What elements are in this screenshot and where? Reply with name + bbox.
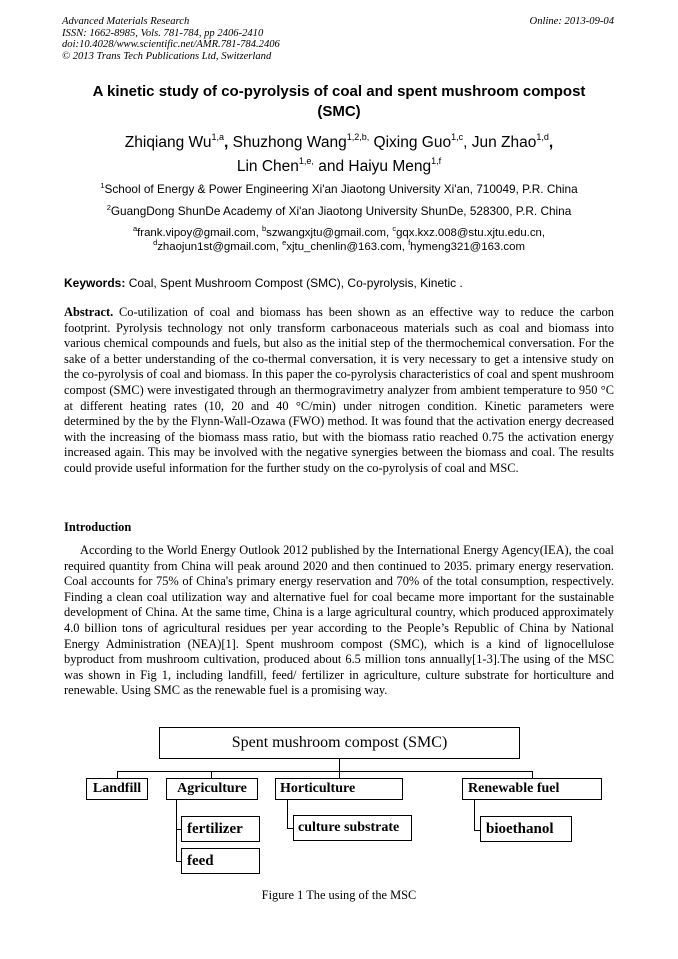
- online-date: Online: 2013-09-04: [529, 16, 614, 27]
- abstract-label: Abstract.: [64, 305, 114, 319]
- email-link[interactable]: gqx.kxz.008@stu.xjtu.edu.cn,: [396, 227, 546, 239]
- author-sup: 1,d: [536, 132, 549, 142]
- journal-header: [62, 16, 280, 62]
- author-sup: 1,c: [451, 132, 464, 142]
- author-sup: 1,e,: [298, 156, 314, 166]
- figure-caption: Figure 1 The using of the MSC: [261, 888, 417, 902]
- affiliation-2: [40, 204, 638, 218]
- category-box-horticulture: Horticulture: [275, 778, 403, 800]
- paper-title: [60, 82, 618, 122]
- doi-line: doi:10.4028/www.scientific.net/AMR.781-784.2406: [62, 39, 280, 50]
- email-list: [40, 226, 638, 254]
- category-box-landfill: Landfill: [86, 778, 148, 800]
- introduction-paragraph: According to the World Energy Outlook 2012 published by the International Energy Agency(IEA), the coal required quantity from China will peak around 2020 and then continued to 2035. primary energy reservation. Coal accounts for 75% of China's primary energy reservation and 70% of the total consumption, respectively. Finding a clean coal utilization way and alternative fuel for coal became more important for the sustainable development of China. At the same time, China is a large agricultural country, which produced approximately 4.0 billion tons of agricultural residues per year according to the People’s Republic of China by National Energy Administration (NEA)[1]. Spent mushroom compost (SMC), which is a kind of lignocellulose byproduct from mushroom cultivation, produced about 6.5 million tons annually[1-3].The using of the MSC was shown in Fig 1, including landfill, feed/ fertilizer in agriculture, culture substrate for horticulture and renewable. Using SMC as the renewable fuel is a promising way.: [64, 543, 614, 698]
- email-line-2: [40, 240, 638, 254]
- author-line-1: Zhiqiang Wu$^{1,a}$, Shuzhong Wang$^{1,2,b,}$ Qixing Guo$^{1,c}$, Jun Zhao$^{1,d}$,: [124, 132, 554, 151]
- author-sup: 1,f: [431, 156, 442, 166]
- child-box-bioethanol: bioethanol: [480, 816, 572, 842]
- connector-line: [117, 771, 532, 772]
- affiliation-sup: 2: [106, 203, 111, 212]
- child-box-fertilizer: fertilizer: [181, 816, 260, 842]
- child-box-feed: feed: [181, 848, 260, 874]
- author-name: Lin Chen: [236, 158, 299, 175]
- connector-line: [339, 771, 340, 778]
- connector-line: [474, 800, 475, 831]
- author-list: [60, 131, 618, 179]
- child-box-culture-substrate: culture substrate: [293, 815, 412, 841]
- author-sup: 1,a: [211, 132, 225, 142]
- author-line-2: [60, 155, 618, 179]
- email-sup: b: [262, 224, 267, 233]
- keywords: [64, 276, 463, 290]
- title-line-1: A kinetic study of co-pyrolysis of coal and spent mushroom compost: [92, 83, 586, 100]
- connector-line: [211, 771, 212, 778]
- journal-name: Advanced Materials Research: [62, 16, 190, 27]
- connector-line: [287, 800, 288, 829]
- email-link[interactable]: zhaojun1st@gmail.com,: [157, 241, 283, 253]
- diagram-root-box: Spent mushroom compost (SMC): [159, 727, 520, 759]
- keywords-label: Keywords:: [64, 276, 126, 290]
- affiliation-text: GuangDong ShunDe Academy of Xi'an Jiaotong University ShunDe, 528300, P.R. China: [110, 204, 572, 218]
- author-name: Jun Zhao: [471, 134, 537, 151]
- connector-line: [176, 800, 177, 862]
- affiliation-sup: 1: [100, 181, 105, 190]
- category-box-renewable-fuel: Renewable fuel: [462, 778, 602, 800]
- keywords-text: Coal, Spent Mushroom Compost (SMC), Co-pyrolysis, Kinetic .: [125, 276, 463, 290]
- email-sup: c: [392, 224, 397, 233]
- author-name: Qixing Guo: [373, 134, 452, 151]
- category-box-agriculture: Agriculture: [166, 778, 258, 800]
- author-name: Haiyu Meng: [348, 158, 432, 175]
- section-heading-introduction: Introduction: [64, 520, 132, 534]
- email-link[interactable]: szwangxjtu@gmail.com,: [266, 227, 393, 239]
- title-line-2: (SMC): [317, 103, 361, 120]
- email-link[interactable]: xjtu_chenlin@163.com,: [286, 241, 409, 253]
- author-and: and: [318, 158, 345, 175]
- email-link[interactable]: hymeng321@163.com: [410, 241, 525, 253]
- affiliation-text: School of Energy & Power Engineering Xi'an Jiaotong University Xi'an, 710049, P.R. China: [104, 182, 578, 196]
- connector-line: [339, 759, 340, 771]
- author-sup: 1,2,b,: [346, 132, 370, 142]
- email-sup: a: [132, 224, 138, 233]
- email-sup: d: [153, 238, 158, 247]
- connector-line: [117, 771, 118, 778]
- copyright-line: © 2013 Trans Tech Publications Ltd, Switzerland: [62, 50, 272, 62]
- affiliation-1: [40, 182, 638, 196]
- issn-line: ISSN: 1662-8985, Vols. 781-784, pp 2406-2410: [62, 27, 264, 39]
- email-line-1: [40, 226, 638, 240]
- email-sup: e: [282, 238, 287, 247]
- email-sup: f: [408, 238, 411, 247]
- abstract: [64, 305, 614, 477]
- author-name: Zhiqiang Wu: [124, 134, 212, 151]
- connector-line: [532, 771, 533, 778]
- email-link[interactable]: frank.vipoy@gmail.com,: [137, 227, 262, 239]
- abstract-text: Co-utilization of coal and biomass has been shown as an effective way to reduce the carbon footprint. Pyrolysis technology not only transform carbonaceous materials such as coal and biomass into various chemical compounds and fuels, but also as the initial step of the thermochemical conversation. For the sake of a better understanding of the co-thermal conversation, it is very necessary to get a intensive study on the co-pyrolysis of coal and biomass. In this paper the co-pyrolysis characteristics of coal and spent mushroom compost (SMC) were investigated through an thermogravimetry analyzer from ambient temperature to 950 °C at different heating rates (10, 20 and 40 °C/min) under nitrogen condition. Kinetic parameters were determined by the by the Flynn-Wall-Ozawa (FWO) method. It was found that the activation energy decreased with the increasing of the biomass mass ratio, but with the biomass ratio reached 0.75 the activation energy increased again. This may be involved with the negative synergies between the biomass and coal. The results could provide useful information for the further study on the co-pyrolysis of coal and MSC.: [64, 305, 614, 475]
- author-name: Shuzhong Wang: [232, 134, 347, 151]
